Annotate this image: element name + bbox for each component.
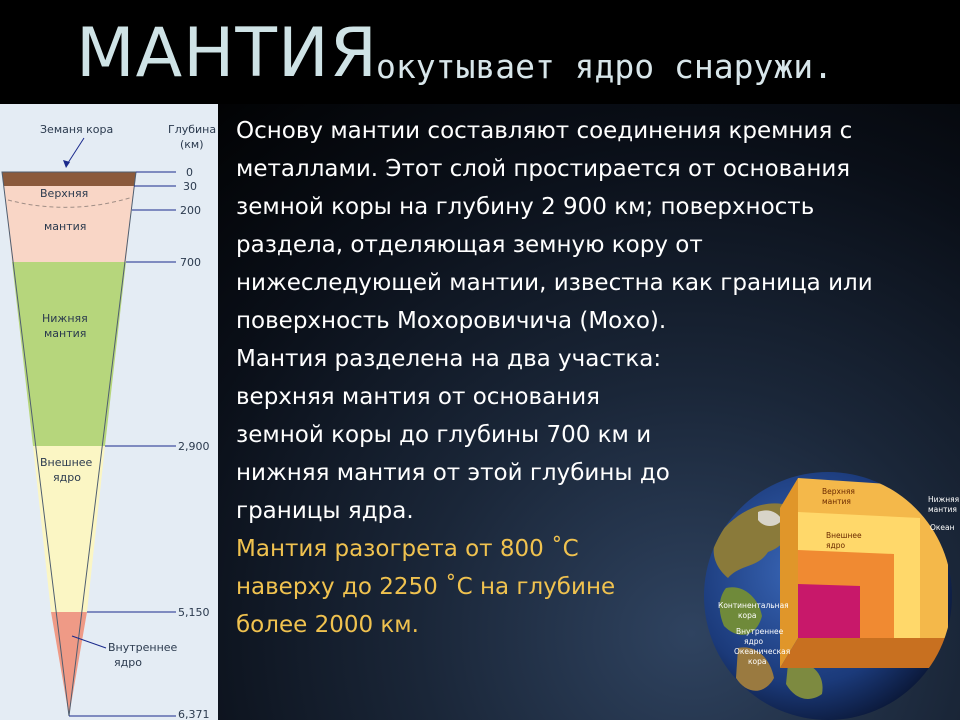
outer-core-label-1: Внешнее xyxy=(40,456,93,469)
cutaway-side-face xyxy=(780,478,798,668)
globe-oceanic-crust-label-2: кора xyxy=(748,657,767,666)
inner-core-label-1: Внутреннее xyxy=(108,641,178,654)
globe-inner-core-label-1: Внутреннее xyxy=(736,627,784,636)
text-line: земной коры на глубину 2 900 км; поверхность xyxy=(236,194,815,220)
text-line: границы ядра. xyxy=(236,498,414,524)
title-bar xyxy=(0,0,960,104)
depth-value: 5,150 xyxy=(178,606,210,619)
globe-lower-mantle-label-1: Нижняя xyxy=(928,495,960,504)
cutaway-bottom-face xyxy=(780,638,948,668)
depth-value: 6,371 xyxy=(178,708,210,720)
text-line: раздела, отделяющая земную кору от xyxy=(236,232,703,258)
globe-oceanic-crust-label-1: Океаническая xyxy=(734,647,791,656)
text-line: верхняя мантия от основания xyxy=(236,384,600,410)
inner-core-wedge xyxy=(798,584,860,638)
globe-continental-crust-label-2: кора xyxy=(738,611,757,620)
globe-continental-crust-label-1: Континентальная xyxy=(718,601,789,610)
text-line: земной коры до глубины 700 км и xyxy=(236,422,652,448)
depth-value: 2,900 xyxy=(178,440,210,453)
text-line: поверхность Мохоровичича (Мохо). xyxy=(236,308,667,334)
globe-upper-mantle-label-1: Верхняя xyxy=(822,487,855,496)
crust-label: Земаня кора xyxy=(40,123,114,136)
lower-mantle-label-1: Нижняя xyxy=(42,312,88,325)
slide-title: МАНТИЯ xyxy=(76,14,378,93)
text-line: металлами. Этот слой простирается от основания xyxy=(236,156,851,182)
text-line: нижняя мантия от этой глубины до xyxy=(236,460,670,486)
earth-cutaway-globe xyxy=(698,468,960,720)
text-line: Мантия разогрета от 800 ˚C xyxy=(236,536,579,562)
paragraph-mantle-composition xyxy=(236,112,956,340)
globe-inner-core-label-2: ядро xyxy=(744,637,764,646)
depth-value: 700 xyxy=(180,256,201,269)
globe-lower-mantle-label-2: мантия xyxy=(928,505,957,514)
outer-core-label-2: ядро xyxy=(53,471,81,484)
crust-layer xyxy=(2,172,136,186)
text-line: Мантия разделена на два участка: xyxy=(236,346,662,372)
depth-value: 30 xyxy=(183,180,197,193)
text-line: наверху до 2250 ˚C на глубине xyxy=(236,574,616,600)
depth-header-2: (км) xyxy=(180,138,204,151)
upper-mantle-label-2: мантия xyxy=(44,220,87,233)
text-line: более 2000 км. xyxy=(236,612,419,638)
slide-subtitle: окутывает ядро снаружи. xyxy=(376,47,833,86)
lower-mantle-label-2: мантия xyxy=(44,327,87,340)
globe-outer-core-label-1: Внешнее xyxy=(826,531,862,540)
depth-value: 0 xyxy=(186,166,193,179)
globe-upper-mantle-label-2: мантия xyxy=(822,497,851,506)
earth-layers-diagram xyxy=(0,104,218,720)
globe-ocean-label: Океан xyxy=(930,523,955,532)
globe-outer-core-label-2: ядро xyxy=(826,541,846,550)
depth-value: 200 xyxy=(180,204,201,217)
inner-core-label-2: ядро xyxy=(114,656,142,669)
upper-mantle-label-1: Верхняя xyxy=(40,187,89,200)
text-line: нижеследующей мантии, известна как граница или xyxy=(236,270,873,296)
text-line: Основу мантии составляют соединения кремния с xyxy=(236,118,853,144)
depth-header-1: Глубина xyxy=(168,123,217,136)
